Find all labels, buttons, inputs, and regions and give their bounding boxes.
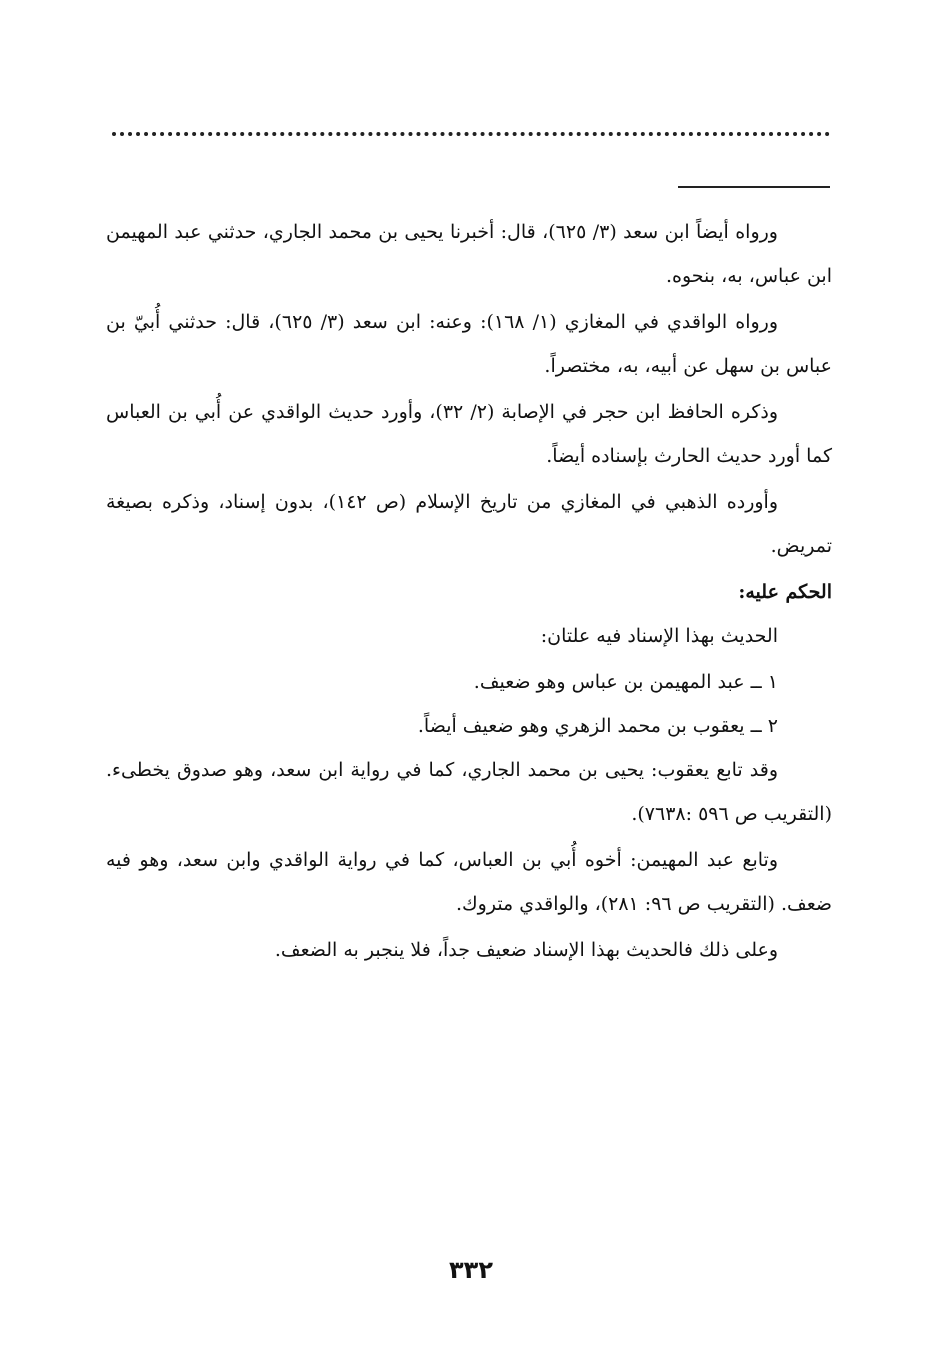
page-content <box>106 210 832 974</box>
paragraph: ورواه أيضاً ابن سعد (٣/ ٦٢٥)، قال: أخبرنا يحيى بن محمد الجاري، حدثني عبد المهيمن ابن عباس، به، بنحوه. <box>106 221 832 287</box>
paragraph: وذكره الحافظ ابن حجر في الإصابة (٢/ ٣٢)، وأورد حديث الواقدي عن أُبي بن العباس كما أورد حديث الحارث بإسناده أيضاً. <box>106 401 832 467</box>
section-heading: الحكم عليه: <box>738 581 832 603</box>
paragraph: وأورده الذهبي في المغازي من تاريخ الإسلام (ص ١٤٢)، بدون إسناد، وذكره بصيغة تمريض. <box>106 491 832 557</box>
paragraph: ورواه الواقدي في المغازي (١/ ١٦٨): وعنه: ابن سعد (٣/ ٦٢٥)، قال: حدثني أُبيّ بن عباس بن سهل عن أبيه، به، مختصراً. <box>106 311 832 377</box>
page-number: ٣٣٢ <box>449 1256 493 1284</box>
list-item: ١ ــ عبد المهيمن بن عباس وهو ضعيف. <box>473 671 778 693</box>
intro-paragraph: الحديث بهذا الإسناد فيه علتان: <box>540 625 778 647</box>
list-item: ٢ ــ يعقوب بن محمد الزهري وهو ضعيف أيضاً. <box>417 715 778 737</box>
paragraph: وعلى ذلك فالحديث بهذا الإسناد ضعيف جداً، فلا ينجبر به الضعف. <box>274 939 778 961</box>
footnote-rule <box>678 186 830 188</box>
dotted-separator <box>112 132 830 136</box>
paragraph: وتابع عبد المهيمن: أخوه أُبي بن العباس، كما في رواية الواقدي وابن سعد، وهو فيه ضعف. (التقريب ص ٩٦: ٢٨١)، والواقدي متروك. <box>106 849 832 915</box>
paragraph: وقد تابع يعقوب: يحيى بن محمد الجاري، كما في رواية ابن سعد، وهو صدوق يخطىء. (التقريب ص ٥٩٦ :٧٦٣٨). <box>106 759 832 825</box>
